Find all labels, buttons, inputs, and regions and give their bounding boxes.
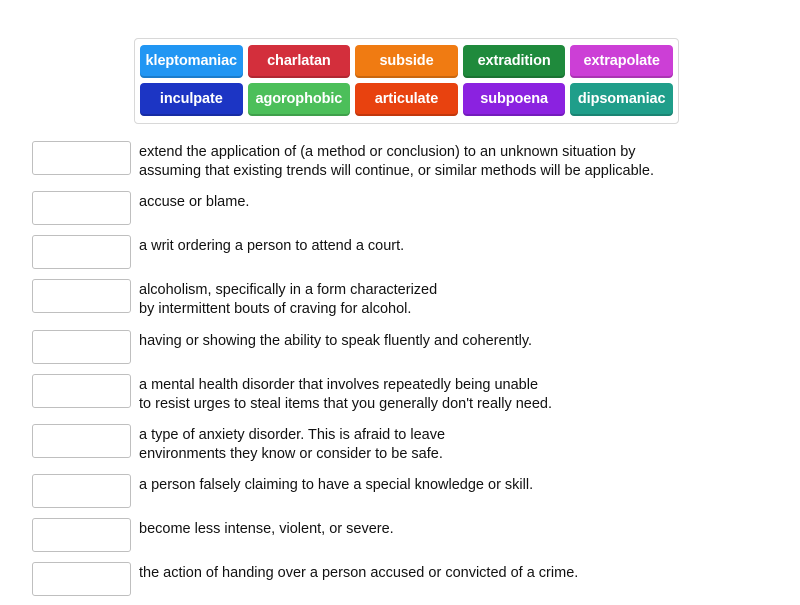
answer-drop-slot[interactable] xyxy=(32,330,131,364)
definition-line: a mental health disorder that involves repeatedly being unable xyxy=(139,376,539,393)
definition-line: become less intense, violent, or severe. xyxy=(139,521,394,537)
definition-text xyxy=(139,373,552,414)
definition-line: environments they know or consider to be safe. xyxy=(139,445,443,462)
definition-row xyxy=(32,329,777,364)
definition-line: a person falsely claiming to have a special knowledge or skill. xyxy=(139,477,534,493)
definition-row xyxy=(32,423,777,464)
answer-drop-slot[interactable] xyxy=(32,235,131,269)
definition-line: to resist urges to steal items that you generally don't really need. xyxy=(139,395,553,412)
definition-line: by intermittent bouts of craving for alcohol. xyxy=(139,301,412,318)
definition-row xyxy=(32,473,777,508)
definition-row xyxy=(32,140,777,181)
answer-drop-slot[interactable] xyxy=(32,474,131,508)
definition-text xyxy=(139,190,249,212)
definition-line: extend the application of (a method or conclusion) to an unknown situation by xyxy=(139,144,636,160)
word-chip-agorophobic[interactable]: agorophobic xyxy=(248,83,351,116)
definition-row xyxy=(32,234,777,269)
answer-drop-slot[interactable] xyxy=(32,562,131,596)
definition-row xyxy=(32,561,777,596)
definition-text xyxy=(139,423,445,464)
definition-text xyxy=(139,329,532,351)
word-bank-row-2 xyxy=(140,83,673,116)
answer-drop-slot[interactable] xyxy=(32,141,131,175)
word-chip-subside[interactable]: subside xyxy=(355,45,458,78)
definition-text xyxy=(139,278,437,319)
word-chip-dipsomaniac[interactable]: dipsomaniac xyxy=(570,83,673,116)
answer-drop-slot[interactable] xyxy=(32,518,131,552)
answer-drop-slot[interactable] xyxy=(32,424,131,458)
definition-row xyxy=(32,278,777,319)
word-chip-extrapolate[interactable]: extrapolate xyxy=(570,45,673,78)
answer-drop-slot[interactable] xyxy=(32,279,131,313)
answer-drop-slot[interactable] xyxy=(32,374,131,408)
definition-text xyxy=(139,140,654,181)
answer-drop-slot[interactable] xyxy=(32,191,131,225)
definition-line: alcoholism, specifically in a form characterized xyxy=(139,282,438,299)
definition-line: a type of anxiety disorder. This is afraid to leave xyxy=(139,426,446,443)
definition-row xyxy=(32,190,777,225)
definition-list xyxy=(32,140,777,605)
word-chip-subpoena[interactable]: subpoena xyxy=(463,83,566,116)
word-chip-inculpate[interactable]: inculpate xyxy=(140,83,243,116)
definition-text xyxy=(139,517,394,539)
definition-row xyxy=(32,373,777,414)
definition-line: having or showing the ability to speak fluently and coherently. xyxy=(139,332,533,349)
definition-line: accuse or blame. xyxy=(139,194,250,211)
definition-text xyxy=(139,473,533,495)
definition-line: assuming that existing trends will continue, or similar methods will be applicable. xyxy=(139,163,654,180)
definition-line: the action of handing over a person accused or convicted of a crime. xyxy=(139,565,579,581)
word-chip-kleptomaniac[interactable]: kleptomaniac xyxy=(140,45,243,78)
word-chip-articulate[interactable]: articulate xyxy=(355,83,458,116)
word-bank-row-1 xyxy=(140,45,673,78)
definition-text xyxy=(139,234,404,256)
word-chip-extradition[interactable]: extradition xyxy=(463,45,566,78)
word-bank xyxy=(134,38,679,124)
word-chip-charlatan[interactable]: charlatan xyxy=(248,45,351,78)
definition-text xyxy=(139,561,578,583)
definition-row xyxy=(32,517,777,552)
definition-line: a writ ordering a person to attend a court. xyxy=(139,238,405,255)
